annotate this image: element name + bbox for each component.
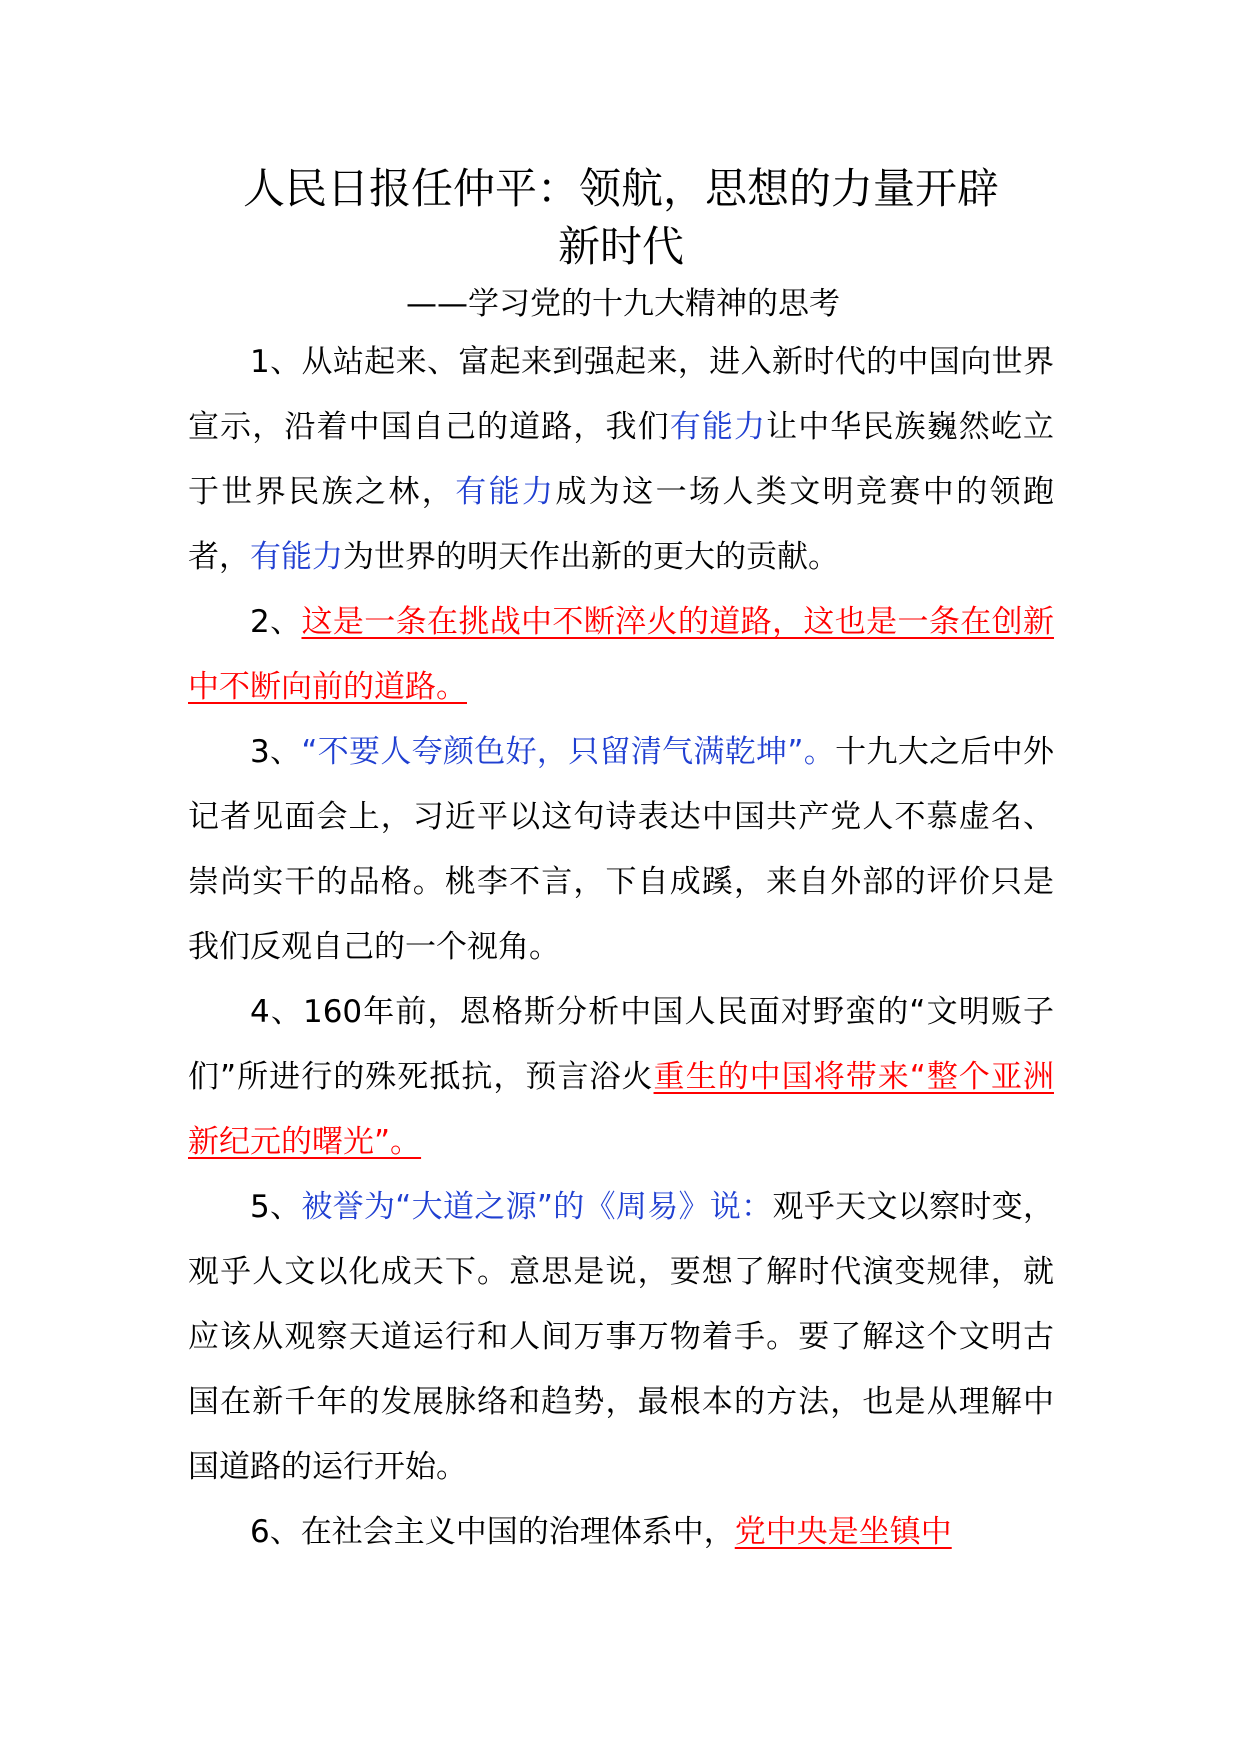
highlight-blue: 有能力 (455, 474, 556, 510)
document-title (188, 160, 1054, 276)
paragraph-text: 为世界的明天作出新的更大的贡献。 (343, 539, 839, 575)
paragraph-1 (188, 330, 1054, 590)
highlight-blue: 被誉为“大道之源”的《周易》说： (301, 1189, 773, 1225)
highlight-red-underlined: 党中央是坐镇中 (734, 1514, 952, 1550)
highlight-blue: “不要人夸颜色好，只留清气满乾坤”。 (301, 734, 836, 770)
title-line-2: 新时代 (557, 222, 684, 271)
paragraph-6 (188, 1500, 1054, 1565)
highlight-red-underlined: 重生的中国将带来“整个亚洲新纪元的曙光”。 (188, 1059, 1054, 1160)
paragraph-text: 3、 (250, 734, 302, 770)
paragraph-text: 1、从站起来、富起来到强起来，进入新时代的中国向世界宣示，沿着中国自己的道路，我们 (188, 344, 1054, 445)
paragraph-text: 6、在社会主义中国的治理体系中， (250, 1514, 735, 1550)
highlight-blue: 有能力 (250, 539, 343, 575)
paragraph-5 (188, 1175, 1054, 1500)
paragraph-4 (188, 980, 1054, 1175)
document-subtitle: ——学习党的十九大精神的思考 (406, 286, 840, 322)
paragraph-text: 5、 (250, 1189, 302, 1225)
paragraph-text: 成为这一场人类文明竞赛中的领跑者， (188, 474, 1055, 575)
paragraph-3 (188, 720, 1054, 980)
paragraph-text: 2、 (250, 604, 302, 640)
paragraph-text: 4、160年前，恩格斯分析中国人民面对野蛮的“文明贩子们”所进行的殊死抵抗，预言浴火 (188, 994, 1054, 1095)
paragraph-text: 观乎天文以察时变，观乎人文以化成天下。意思是说，要想了解时代演变规律，就应该从观察天道运行和人间万事万物着手。要了解这个文明古国在新千年的发展脉络和趋势，最根本的方法，也是从理解中国道路的运行开始。 (188, 1189, 1055, 1485)
title-line-1: 人民日报任仲平：领航，思想的力量开辟 (242, 164, 999, 213)
highlight-blue: 有能力 (669, 409, 767, 445)
highlight-red-underlined: 这是一条在挑战中不断淬火的道路，这也是一条在创新中不断向前的道路。 (188, 604, 1054, 705)
document-page (188, 160, 1054, 1565)
paragraph-text: 十九大之后中外记者见面会上，习近平以这句诗表达中国共产党人不慕虚名、崇尚实干的品格。桃李不言，下自成蹊，来自外部的评价只是我们反观自己的一个视角。 (188, 734, 1055, 965)
paragraph-2 (188, 590, 1054, 720)
paragraph-text: 让中华民族巍然屹立于世界民族之林， (188, 409, 1055, 510)
